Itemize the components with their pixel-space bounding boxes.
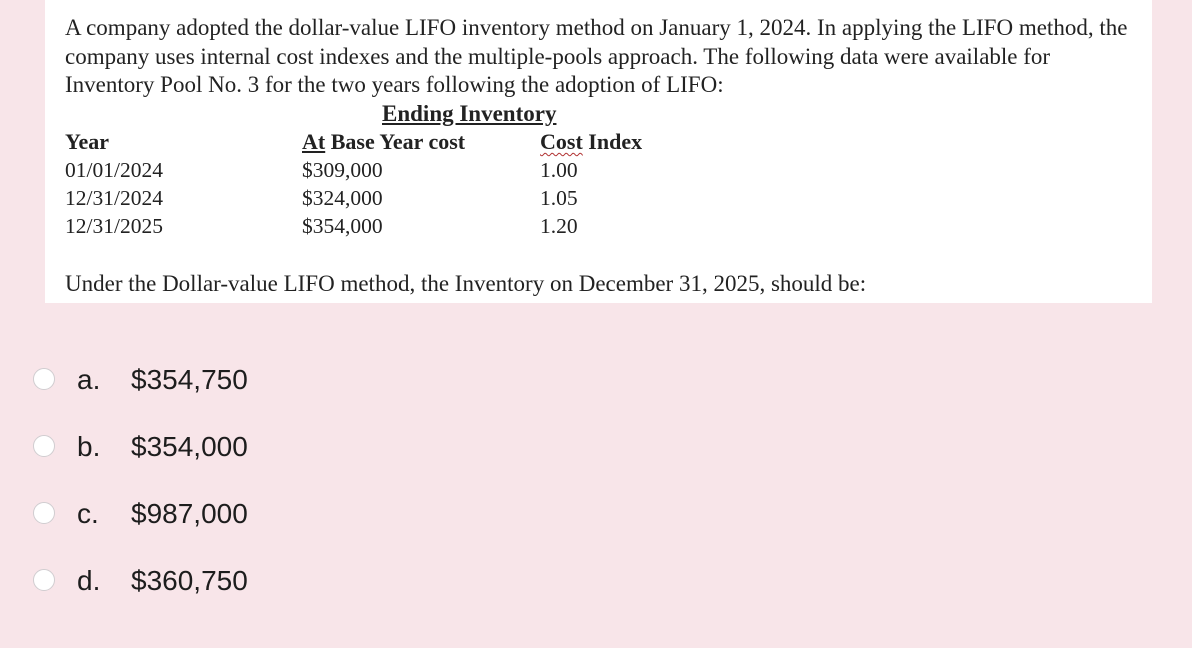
column-header-index-first-word: Cost [540, 129, 583, 154]
column-header-year: Year [65, 129, 109, 154]
table-cell-base-cost: $309,000 [302, 158, 383, 182]
column-header-cost-index [540, 129, 642, 155]
option-value: $354,750 [131, 364, 248, 395]
table-cell-year: 12/31/2024 [65, 186, 163, 210]
answer-option-d[interactable] [33, 565, 333, 599]
option-letter: a. [77, 364, 101, 395]
question-card [45, 0, 1152, 303]
radio-button[interactable] [33, 435, 55, 457]
table-cell-year: 01/01/2024 [65, 158, 163, 182]
table-cell-year: 12/31/2025 [65, 214, 163, 238]
radio-button[interactable] [33, 569, 55, 591]
answer-option-c[interactable] [33, 498, 333, 532]
table-cell-base-cost: $324,000 [302, 186, 383, 210]
option-value: $987,000 [131, 498, 248, 529]
option-letter: b. [77, 431, 101, 462]
option-letter: d. [77, 565, 101, 596]
column-header-base-first-word: At [302, 129, 326, 154]
option-value: $360,750 [131, 565, 248, 596]
option-value: $354,000 [131, 431, 248, 462]
radio-button[interactable] [33, 368, 55, 390]
answer-option-a[interactable] [33, 364, 333, 398]
column-header-index-rest: Index [582, 129, 643, 154]
column-header-base-year-cost [302, 129, 465, 155]
table-cell-base-cost: $354,000 [302, 214, 383, 238]
column-header-base-rest: Base Year cost [325, 129, 466, 154]
question-prompt: Under the Dollar-value LIFO method, the Inventory on December 31, 2025, should be: [65, 271, 867, 296]
table-cell-cost-index: 1.05 [540, 186, 578, 210]
table-cell-cost-index: 1.00 [540, 158, 578, 182]
table-heading: Ending Inventory [382, 101, 557, 126]
option-letter: c. [77, 498, 99, 529]
answer-option-b[interactable] [33, 431, 333, 465]
question-stem: A company adopted the dollar-value LIFO inventory method on January 1, 2024. In applying the LIFO method, the company uses internal cost indexes and the multiple-pools approach. The following data were available for Inventory Pool No. 3 for the two years following the adoption of LIFO: [65, 15, 1128, 97]
radio-button[interactable] [33, 502, 55, 524]
table-cell-cost-index: 1.20 [540, 214, 578, 238]
